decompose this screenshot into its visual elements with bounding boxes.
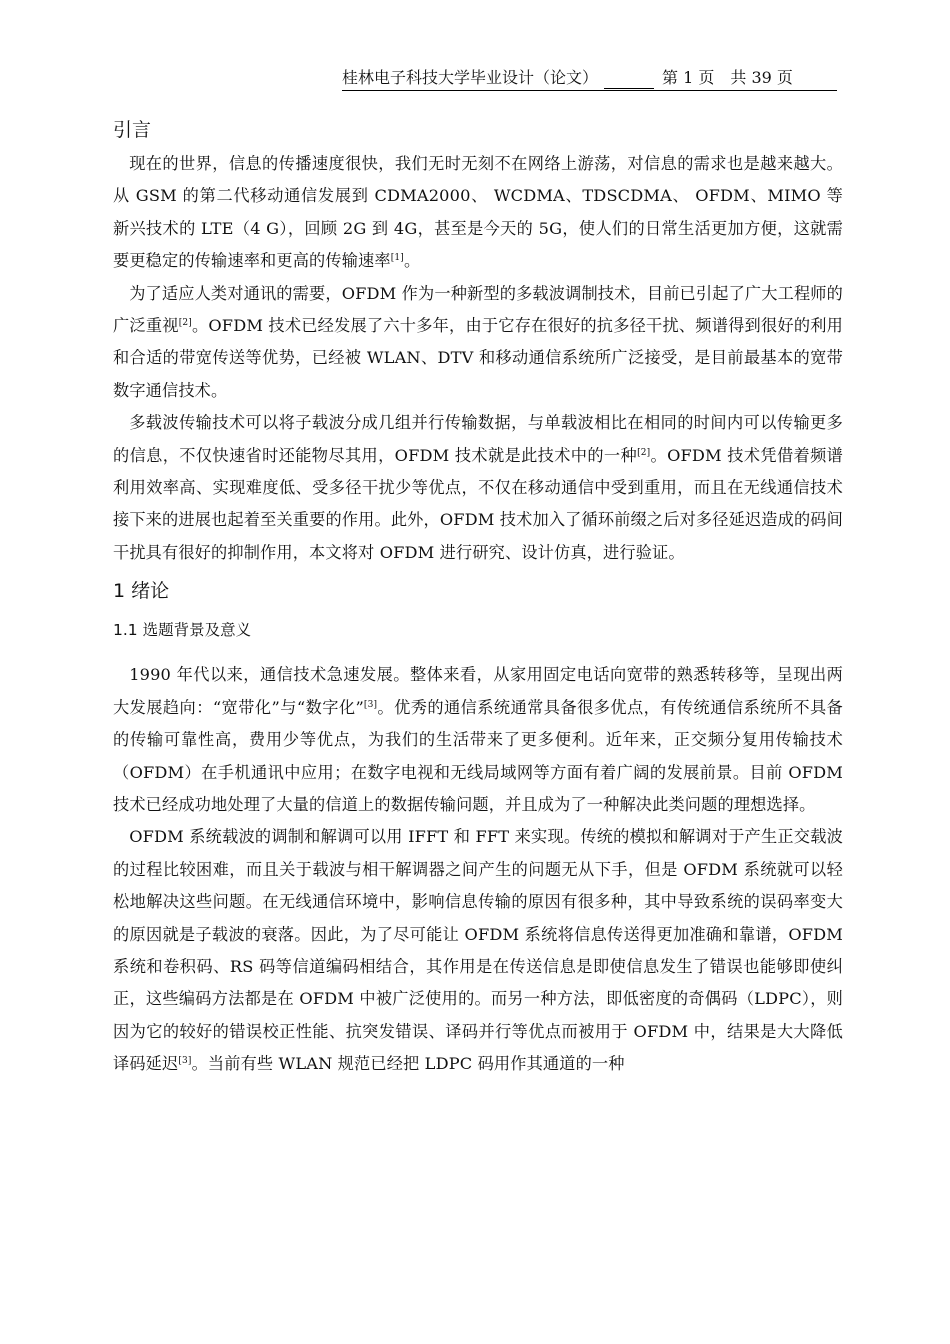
section-heading: 1.1 选题背景及意义 xyxy=(113,621,252,640)
paragraph-text: 现在的世界，信息的传播速度很快，我们无时无刻不在网络上游荡，对信息的需求也是越来越大。从 GSM 的第二代移动通信发展到 CDMA2000、 WCDMA、TDSCDMA、 OFDM、MIMO 等新兴技术的 LTE（4 G），回顾 2G 到 4G，甚至是今天的 5G，使人们的日常生活更加方便，这就需要更稳定的传输速率和更高的传输速率 xyxy=(113,154,843,271)
paragraph-text: 。优秀的通信系统通常具备很多优点，有传统通信系统所不具备的传输可靠性高，费用少等优点，为我们的生活带来了更多便利。近年来，正交频分复用传输技术（OFDM）在手机通讯中应用；在数字电视和无线局域网等方面有着广阔的发展前景。目前 OFDM 技术已经成功地处理了大量的信道上的数据传输问题，并且成为了一种解决此类问题的理想选择。 xyxy=(113,697,844,814)
section-paragraph-2 xyxy=(113,821,843,1080)
chapter-heading: 1 绪论 xyxy=(113,580,170,603)
paragraph-text: 多载波传输技术可以将子载波分成几组并行传输数据，与单载波相比在相同的时间内可以传输更多的信息，不仅快速省时还能物尽其用，OFDM 技术就是此技术中的一种 xyxy=(113,413,843,465)
citation-ref: [2] xyxy=(637,447,651,458)
intro-heading: 引言 xyxy=(113,119,152,141)
paragraph-text: 。 xyxy=(403,251,421,271)
header-rule xyxy=(342,90,837,91)
paragraph-text: 1990 年代以来，通信技术急速发展。整体来看，从家用固定电话向宽带的熟悉转移等，呈现出两大发展趋向：“宽带化”与“数字化” xyxy=(113,665,843,717)
paragraph-text: 。OFDM 技术已经发展了六十多年，由于它存在很好的抗多径干扰、频谱得到很好的利用和合适的带宽传送等优势，已经被 WLAN、DTV 和移动通信系统所广泛接受，是目前最基本的宽带数字通信技术。 xyxy=(113,316,843,400)
page-header xyxy=(342,68,837,92)
intro-paragraph-3 xyxy=(113,407,843,569)
paragraph-text: OFDM 系统载波的调制和解调可以用 IFFT 和 FFT 来实现。传统的模拟和解调对于产生正交载波的过程比较困难，而且关于载波与相干解调器之间产生的问题无从下手，但是 OFDM 系统就可以轻松地解决这些问题。在无线通信环境中，影响信息传输的原因有很多种，其中导致系统的误码率变大的原因就是子载波的衰落。因此，为了尽可能让 OFDM 系统将信息传送得更加准确和靠谱，OFDM 系统和卷积码、RS 码等信道编码相结合，其作用是在传送信息是即使信息发生了错误也能够即使纠正，这些编码方法都是在 OFDM 中被广泛使用的。而另一种方法，即低密度的奇偶码（LDPC），则因为它的较好的错误校正性能、抗突发错误、译码并行等优点而被用于 OFDM 中，结果是大大降低译码延迟 xyxy=(113,827,843,1074)
citation-ref: [3] xyxy=(178,1056,192,1067)
document-body xyxy=(113,112,843,1081)
section-paragraph-1 xyxy=(113,659,843,821)
citation-ref: [1] xyxy=(390,253,404,264)
header-short-rule xyxy=(604,88,654,89)
citation-ref: [2] xyxy=(178,318,192,329)
header-school-title: 桂林电子科技大学毕业设计（论文） xyxy=(342,68,599,87)
intro-paragraph-2 xyxy=(113,278,843,408)
paragraph-text: 。OFDM 技术凭借着频谱利用效率高、实现难度低、受多径干扰少等优点，不仅在移动通信中受到重用，而且在无线通信技术接下来的进展也起着至关重要的作用。此外，OFDM 技术加入了循环前缀之后对多径延迟造成的码间干扰具有很好的抑制作用，本文将对 OFDM 进行研究、设计仿真，进行验证。 xyxy=(113,445,844,562)
intro-paragraph-1 xyxy=(113,148,843,278)
citation-ref: [3] xyxy=(363,699,378,710)
header-page-info: 第 1 页 共 39 页 xyxy=(662,68,793,87)
paragraph-text: 为了适应人类对通讯的需要，OFDM 作为一种新型的多载波调制技术，目前已引起了广大工程师的广泛重视 xyxy=(113,283,843,336)
paragraph-text: 。当前有些 WLAN 规范已经把 LDPC 码用作其通道的一种 xyxy=(191,1054,625,1074)
